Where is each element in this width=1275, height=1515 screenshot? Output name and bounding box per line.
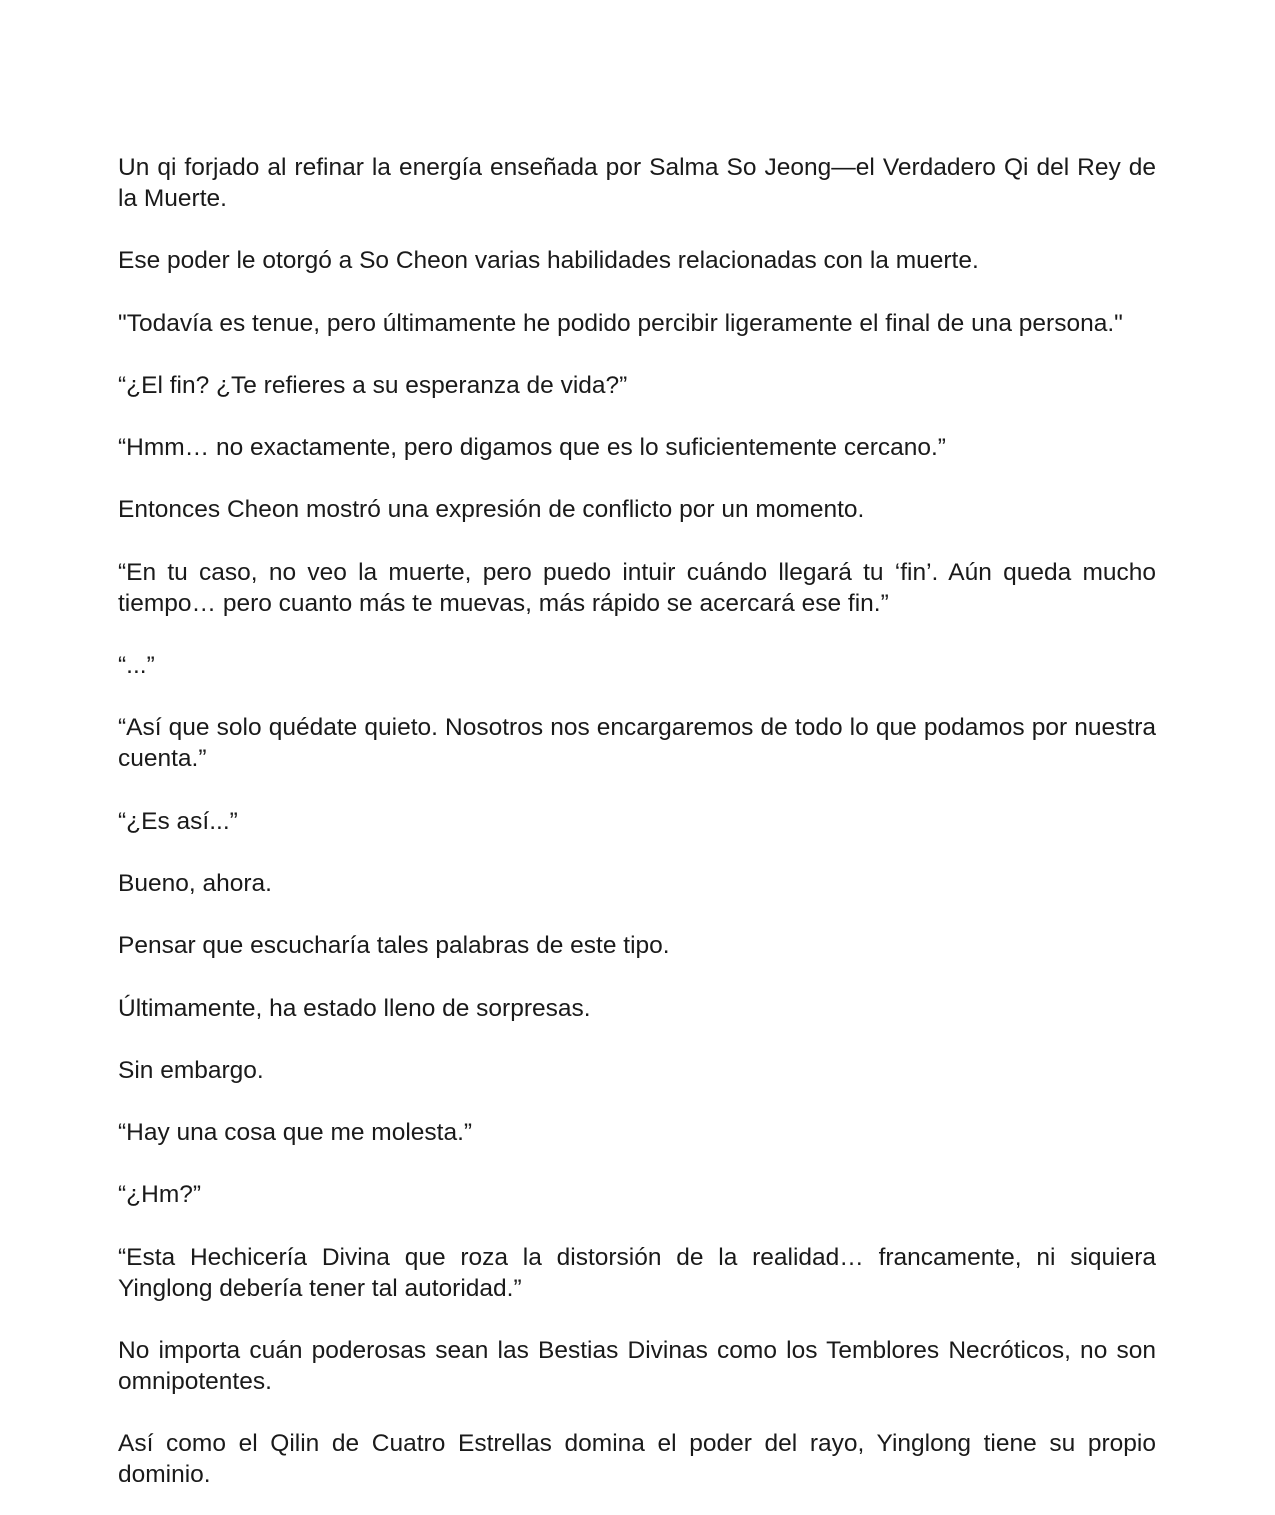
paragraph: “...” (118, 652, 155, 680)
paragraph: Bueno, ahora. (118, 869, 272, 897)
paragraph: “Hay una cosa que me molesta.” (118, 1119, 473, 1147)
paragraph: “¿El fin? ¿Te refieres a su esperanza de vida?” (118, 371, 628, 399)
paragraph: Ese poder le otorgó a So Cheon varias habilidades relacionadas con la muerte. (118, 247, 979, 275)
paragraph: Pensar que escucharía tales palabras de este tipo. (118, 932, 670, 960)
paragraph: "Todavía es tenue, pero últimamente he podido percibir ligeramente el final de una persona." (118, 309, 1123, 337)
paragraph: No importa cuán poderosas sean las Bestias Divinas como los Temblores Necróticos, no son omnipotentes. (118, 1337, 1156, 1396)
paragraph: Entonces Cheon mostró una expresión de conflicto por un momento. (118, 496, 865, 524)
paragraph: Así como el Qilin de Cuatro Estrellas domina el poder del rayo, Yinglong tiene su propio dominio. (118, 1430, 1156, 1489)
paragraph: “Esta Hechicería Divina que roza la distorsión de la realidad… francamente, ni siquiera Yinglong debería tener tal autoridad.” (118, 1243, 1156, 1302)
paragraph: Un qi forjado al refinar la energía enseñada por Salma So Jeong—el Verdadero Qi del Rey de la Muerte. (118, 154, 1156, 212)
paragraph: “En tu caso, no veo la muerte, pero puedo intuir cuándo llegará tu ‘fin’. Aún queda mucho tiempo… pero cuanto más te muevas, más rápido se acercará ese fin.” (118, 558, 1156, 617)
document-body (118, 152, 1156, 1515)
paragraph: “Hmm… no exactamente, pero digamos que es lo suficientemente cercano.” (118, 434, 946, 462)
paragraph: “Así que solo quédate quieto. Nosotros nos encargaremos de todo lo que podamos por nuestra cuenta.” (118, 714, 1156, 773)
paragraph: “¿Es así...” (118, 807, 238, 835)
paragraph: “¿Hm?” (118, 1181, 202, 1209)
paragraph: Últimamente, ha estado lleno de sorpresas. (118, 994, 591, 1022)
paragraph: Sin embargo. (118, 1056, 264, 1084)
